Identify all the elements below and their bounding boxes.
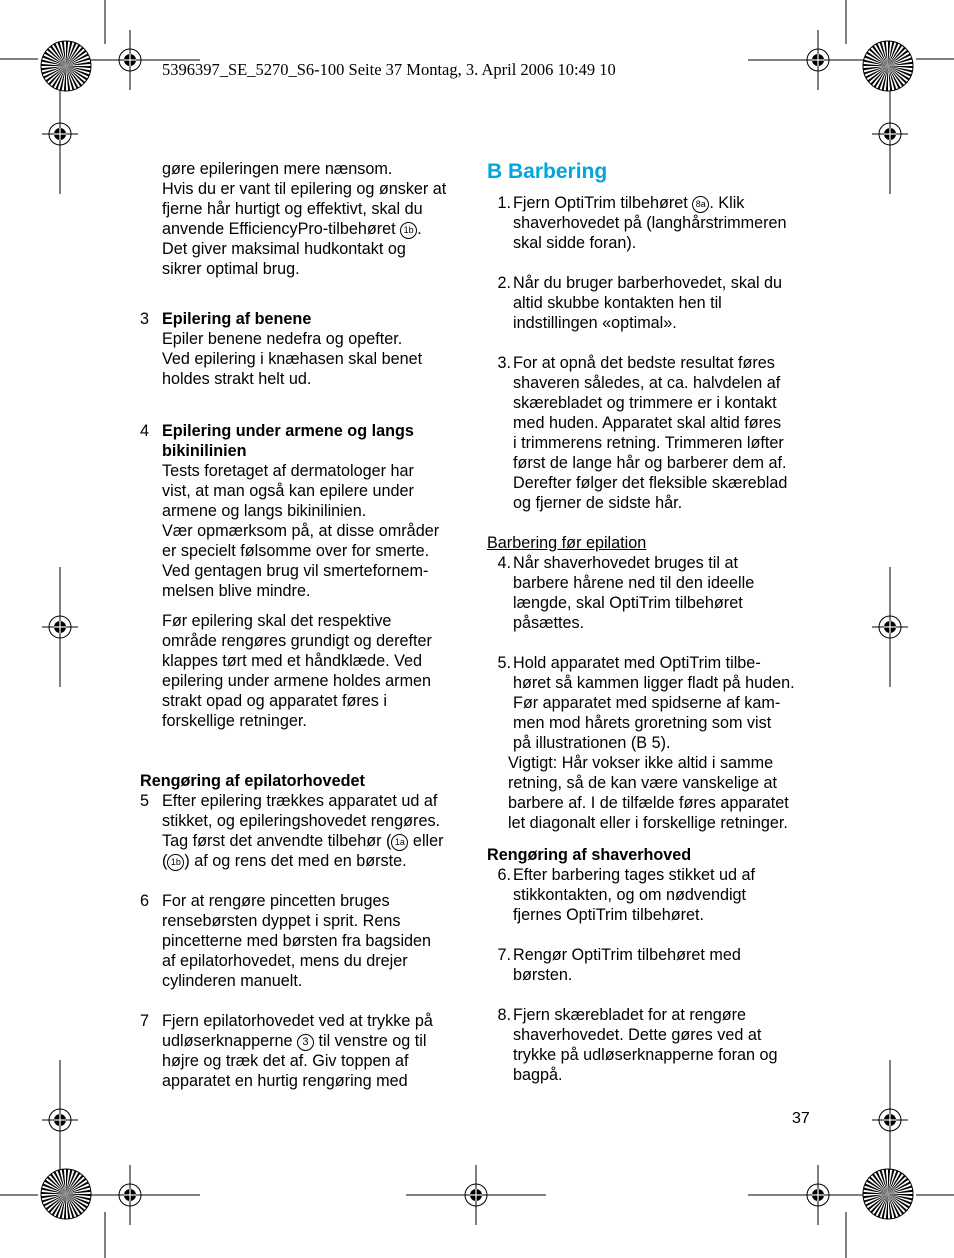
left-column bbox=[140, 159, 470, 1091]
step-title: Epilering af benene bbox=[162, 310, 312, 328]
shave-step-5: 5. Hold apparatet med OptiTrim tilbe- høret så kammen ligger fladt på huden. Før apparatet med spidserne af kam- men mod hårets groretning som vist på illustrationen (B 5). bbox=[497, 654, 795, 752]
section-heading-epilator-cleaning: Rengøring af epilatorhovedet bbox=[140, 772, 365, 790]
important-note: Vigtigt: Hår vokser ikke altid i samme retning, så de kan være vanskelige at barbere af. I de tilfælde føres apparatet let diagonalt eller i forskellige retninger. bbox=[508, 754, 789, 832]
section-heading-shaver-cleaning: Rengøring af shaverhoved bbox=[487, 846, 692, 864]
page-number: 37 bbox=[792, 1110, 810, 1127]
step-4: 4 Epilering under armene og langs bikinilinien Tests foretaget af dermatologer har vist, at man også kan epilere under armene og langs bikinilinien. Vær opmærksom på, at disse områder er specielt følsomme over for smerte. Ved gentagen brug vil smertefornem- melsen blive mindre. Før epilering skal det respektive område rengøres grundigt og derefter klappes tørt med et håndklæde. Ved epilering under armene holdes armen strakt opad og apparatet føres i forskellige retninger. bbox=[140, 421, 470, 731]
reference-1a-icon: 1a bbox=[391, 834, 408, 851]
crosshair-icon bbox=[42, 567, 78, 687]
shave-step-6: 6. Efter barbering tages stikket ud af stikkontakten, og om nødvendigt fjernes OptiTrim tilbehøret. bbox=[497, 866, 756, 924]
section-heading-shaving: B Barbering bbox=[487, 160, 608, 183]
starburst-icon bbox=[863, 41, 913, 91]
step-6: 6 For at rengøre pincetten bruges rensebørsten dyppet i sprit. Rens pincetterne med børsten fra bagsiden af epilatorhovedet, mens du drejer cylinderen manuelt. bbox=[140, 892, 432, 990]
reference-3-icon: 3 bbox=[297, 1034, 314, 1051]
subheading-shaving-before-epilation: Barbering før epilation bbox=[487, 534, 647, 552]
reference-1b-icon: 1b bbox=[400, 222, 417, 239]
shave-step-8: 8. Fjern skærebladet for at rengøre shaverhovedet. Dette gøres ved at trykke på udløserknapperne foran og bagpå. bbox=[497, 1006, 778, 1084]
shave-step-1: 1. Fjern OptiTrim tilbehøret 8a . Klik shaverhovedet på (langhårstrimmeren skal sidde foran). bbox=[497, 194, 787, 252]
crosshair-icon bbox=[872, 1060, 908, 1180]
print-slug: 5396397_SE_5270_S6-100 Seite 37 Montag, 3. April 2006 10:49 10 bbox=[162, 60, 616, 79]
step-5: 5 Efter epilering trækkes apparatet ud af stikket, og epileringshovedet rengøres. Tag først det anvendte tilbehør ( 1a eller ( 1b ) af og rens det med en børste. bbox=[140, 792, 444, 870]
crosshair-icon bbox=[406, 1165, 546, 1225]
reference-8a-icon: 8a bbox=[692, 196, 709, 213]
starburst-icon bbox=[41, 41, 91, 91]
step-7: 7 Fjern epilatorhovedet ved at trykke på udløserknapperne 3 til venstre og til højre og træk det af. Giv toppen af apparatet en hurtig rengøring med bbox=[140, 1012, 433, 1090]
step-4-paragraph-2: Før epilering skal det respektive område rengøres grundigt og derefter klappes tørt med et håndklæde. Ved epilering under armene holdes armen strakt opad og apparatet føres i forskellige retninger. bbox=[162, 612, 432, 730]
reference-1b-icon: 1b bbox=[167, 854, 184, 871]
shave-step-3: 3. For at opnå det bedste resultat føres shaveren således, at ca. halvdelen af skærebladet og trimmere er i kontakt med huden. Apparatet skal altid føres i trimmerens retning. Trimmeren løfter først de lange hår og barberer dem af. Derefter følger det fleksible skæreblad og fjerner de sidste hår. bbox=[497, 354, 788, 512]
crosshair-icon bbox=[872, 567, 908, 687]
step-3: 3 Epilering af benene Epiler benene nedefra og opefter. Ved epilering i knæhasen skal benet holdes strakt helt ud. bbox=[140, 309, 470, 389]
shave-step-4: 4. Når shaverhovedet bruges til at barbere hårene ned til den ideelle længde, skal OptiTrim tilbehøret påsættes. bbox=[497, 554, 755, 632]
shave-step-7: 7. Rengør OptiTrim tilbehøret med børsten. bbox=[497, 946, 741, 984]
right-column bbox=[487, 159, 817, 1085]
starburst-icon bbox=[41, 1169, 91, 1219]
crosshair-icon bbox=[42, 1060, 78, 1180]
starburst-icon bbox=[863, 1169, 913, 1219]
step-title: Epilering under armene og langs bbox=[162, 422, 414, 440]
shave-step-2: 2. Når du bruger barberhovedet, skal du altid skubbe kontakten hen til indstillingen «optimal». bbox=[497, 274, 783, 332]
crosshair-icon bbox=[42, 74, 78, 194]
crosshair-icon bbox=[872, 74, 908, 194]
intro-paragraph: gøre epileringen mere nænsom. Hvis du er vant til epilering og ønsker at fjerne hår hurtigt og effektivt, skal du anvende EfficiencyPro-tilbehøret 1b . Det giver maksimal hudkontakt og sikrer optimal brug. bbox=[162, 160, 447, 278]
